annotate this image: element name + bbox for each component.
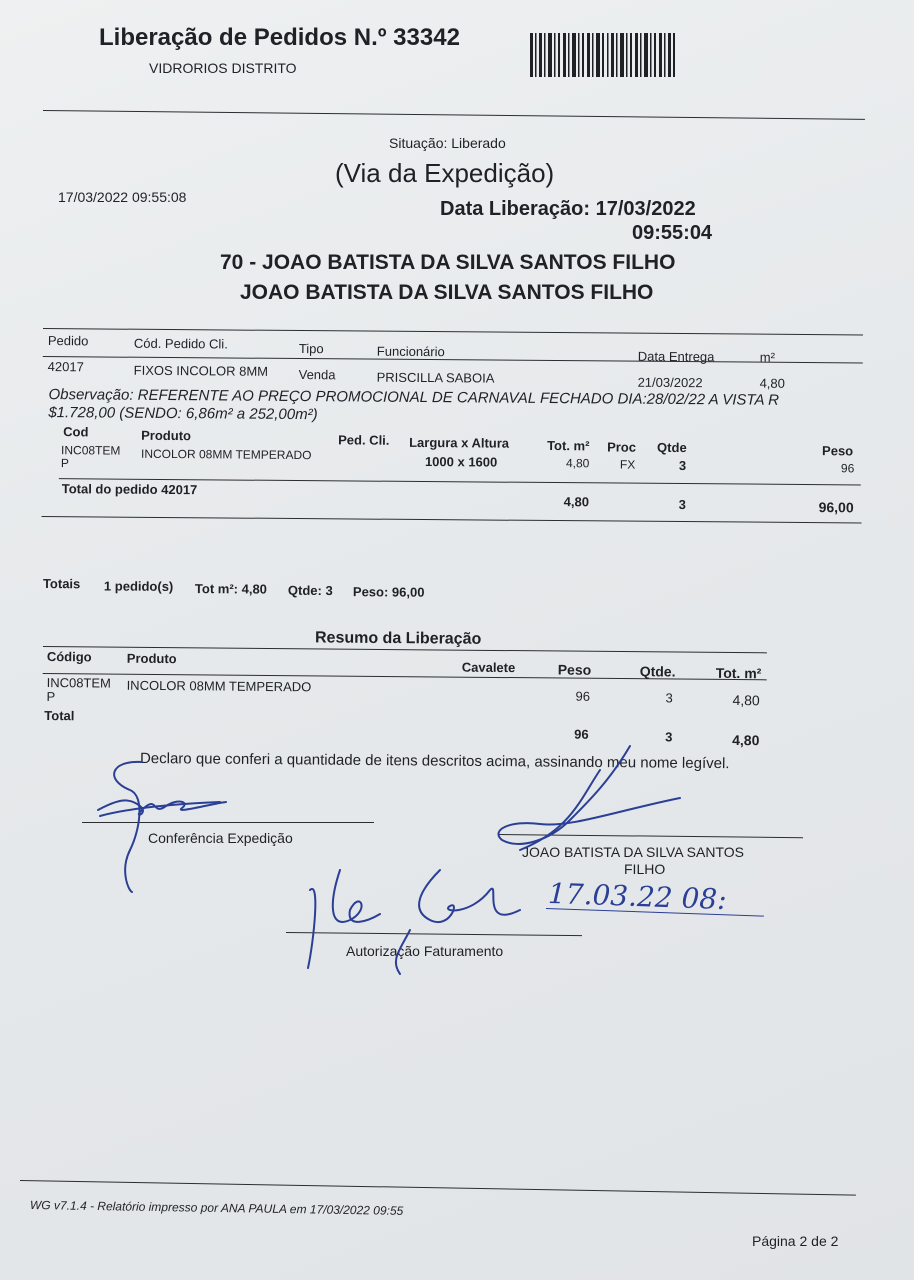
document-title: Liberação de Pedidos N.º 33342 [99,24,460,51]
col-summary-qtde: Qtde. [639,663,676,680]
item-proc: FX [619,457,636,472]
conferencia-signature-icon [70,750,250,900]
col-m2: m² [759,349,776,365]
order-total-m2: 4,80 [563,494,590,510]
copy-type-label: (Via da Expedição) [335,158,555,188]
col-summary-peso: Peso [557,661,592,678]
order-observation-line2: $1.728,00 (SENDO: 6,86m² a 252,00m²) [48,404,318,424]
order-pedido: 42017 [47,359,84,375]
footer-divider [20,1180,856,1196]
col-codigo: Código [46,649,92,665]
item-cod-line1: INC08TEM [61,443,121,458]
item-peso: 96 [840,461,855,476]
col-cod: Cod [63,424,89,440]
order-total-peso: 96,00 [818,499,854,516]
autorizacao-signature-icon [290,850,550,980]
order-data-entrega: 21/03/2022 [637,374,703,391]
footer-printed-by: WG v7.1.4 - Relatório impresso por ANA PAULA em 17/03/2022 09:55 [29,1198,404,1218]
summary-produto: INCOLOR 08MM TEMPERADO [126,677,312,695]
summary-codigo-line2: P [46,689,56,705]
item-cod-line2: P [60,456,70,471]
col-summary-produto: Produto [126,650,177,667]
col-data-entrega: Data Entrega [637,348,715,365]
footer-page-number: Página 2 de 2 [752,1233,839,1249]
col-produto: Produto [141,427,192,444]
col-cod-pedido-cli: Cód. Pedido Cli. [133,335,228,352]
order-m2: 4,80 [759,375,785,391]
order-tipo: Venda [298,367,336,383]
summary-total-tot-m2: 4,80 [732,732,760,749]
totals-label: Totais [42,576,81,592]
handwritten-date: 17.03.22 08: [547,876,728,917]
summary-total-qtde: 3 [665,729,673,745]
autorizacao-label: Autorização Faturamento [346,943,504,959]
client-signature-name-line1: JOAO BATISTA DA SILVA SANTOS [522,844,744,860]
col-peso: Peso [822,443,854,459]
summary-peso: 96 [575,688,591,704]
release-time: 09:55:04 [632,222,713,244]
col-qtde: Qtde [657,439,687,456]
col-ped-cli: Ped. Cli. [338,432,390,448]
declaration-text: Declaro que conferi a quantidade de itens descritos acima, assinando meu nome legível. [139,750,730,773]
client-name-line1: 70 - JOAO BATISTA DA SILVA SANTOS FILHO [220,251,676,274]
totals-tot-m2: Tot m²: 4,80 [194,581,267,597]
col-proc: Proc [607,439,637,455]
client-name-line2: JOAO BATISTA DA SILVA SANTOS FILHO [240,281,654,304]
col-cavalete: Cavalete [461,659,516,676]
totals-qtde: Qtde: 3 [287,582,333,599]
summary-tot-m2: 4,80 [732,692,760,709]
item-qtde: 3 [678,458,687,474]
item-tot-m2: 4,80 [565,456,590,471]
item-dimensions: 1000 x 1600 [424,454,498,470]
order-observation-line1: Observação: REFERENTE AO PREÇO PROMOCIONAL DE CARNAVAL FECHADO DIA:28/02/22 A VISTA R [48,386,780,409]
col-tot-m2: Tot. m² [547,437,590,454]
col-funcionario: Funcionário [376,343,445,360]
release-date: Data Liberação: 17/03/2022 [440,198,696,220]
totals-pedidos: 1 pedido(s) [103,578,174,594]
col-summary-tot-m2: Tot. m² [715,664,762,682]
totals-peso: Peso: 96,00 [352,584,425,600]
summary-title: Resumo da Liberação [314,629,482,648]
order-total-label: Total do pedido 42017 [61,481,198,498]
summary-qtde: 3 [665,690,673,706]
order-total-qtde: 3 [678,497,686,513]
printed-datetime: 17/03/2022 09:55:08 [58,189,187,205]
order-cod-pedido-cli: FIXOS INCOLOR 8MM [133,362,269,379]
summary-total-label: Total [44,708,75,724]
order-funcionario: PRISCILLA SABOIA [376,369,495,386]
col-tipo: Tipo [298,341,324,357]
summary-total-peso: 96 [574,726,589,742]
summary-codigo-line1: INC08TEM [46,675,111,691]
conferencia-label: Conferência Expedição [148,830,293,846]
client-signature-name-line2: FILHO [624,861,666,877]
col-pedido: Pedido [47,333,89,349]
col-largura-altura: Largura x Altura [409,434,510,451]
company-name: VIDRORIOS DISTRITO [149,60,297,76]
status-label: Situação: Liberado [389,135,506,151]
item-produto: INCOLOR 08MM TEMPERADO [140,446,312,463]
